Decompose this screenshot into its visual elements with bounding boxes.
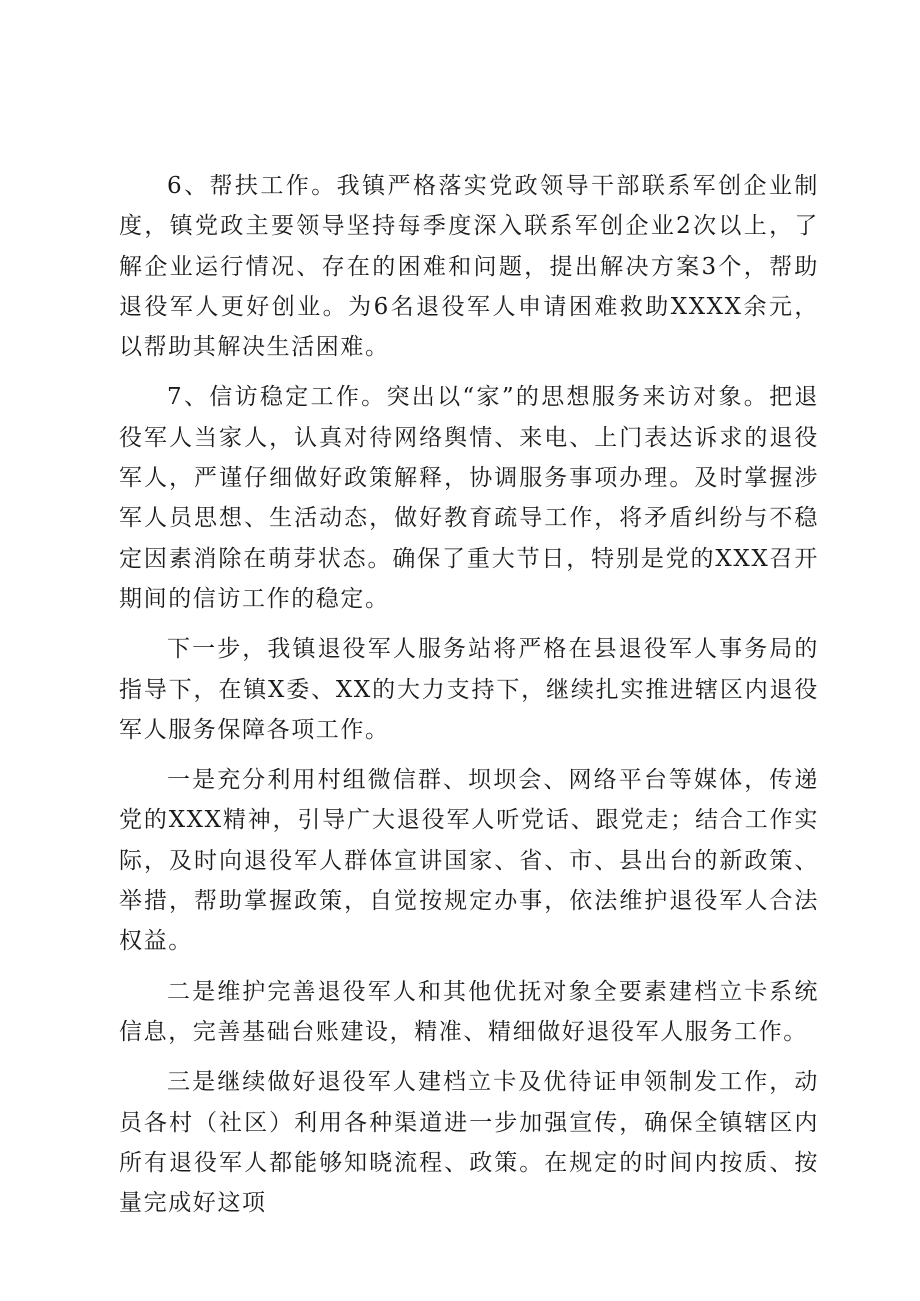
paragraph-petition-stability: 7、信访稳定工作。突出以“家”的思想服务来访对象。把退役军人当家人，认真对待网络舆情、来电、上门表达诉求的退役军人，严谨仔细做好政策解释，协调服务事项办理。及时掌握涉军人员思想、生活动态，做好教育疏导工作，将矛盾纠纷与不稳定因素消除在萌芽状态。确保了重大节日，特别是党的XXX召开期间的信访工作的稳定。 (119, 384, 819, 612)
document-body (119, 166, 819, 1233)
paragraph-next-steps: 下一步，我镇退役军人服务站将严格在县退役军人事务局的指导下，在镇X委、XX的大力支持下，继续扎实推进辖区内退役军人服务保障各项工作。 (119, 636, 819, 743)
paragraph-point-two: 二是维护完善退役军人和其他优抚对象全要素建档立卡系统信息，完善基础台账建设，精准、精细做好退役军人服务工作。 (119, 978, 819, 1045)
paragraph-point-three: 三是继续做好退役军人建档立卡及优待证申领制发工作，动员各村（社区）利用各种渠道进一步加强宣传，确保全镇辖区内所有退役军人都能够知晓流程、政策。在规定的时间内按质、按量完成好这项 (119, 1069, 819, 1217)
paragraph-assistance-work: 6、帮扶工作。我镇严格落实党政领导干部联系军创企业制度，镇党政主要领导坚持每季度深入联系军创企业2次以上，了解企业运行情况、存在的困难和问题，提出解决方案3个，帮助退役军人更好创业。为6名退役军人申请困难救助XXXX余元，以帮助其解决生活困难。 (119, 173, 819, 361)
paragraph-point-one: 一是充分利用村组微信群、坝坝会、网络平台等媒体，传递党的XXX精神，引导广大退役军人听党话、跟党走；结合工作实际，及时向退役军人群体宣讲国家、省、市、县出台的新政策、举措，帮助掌握政策，自觉按规定办事，依法维护退役军人合法权益。 (119, 767, 819, 955)
